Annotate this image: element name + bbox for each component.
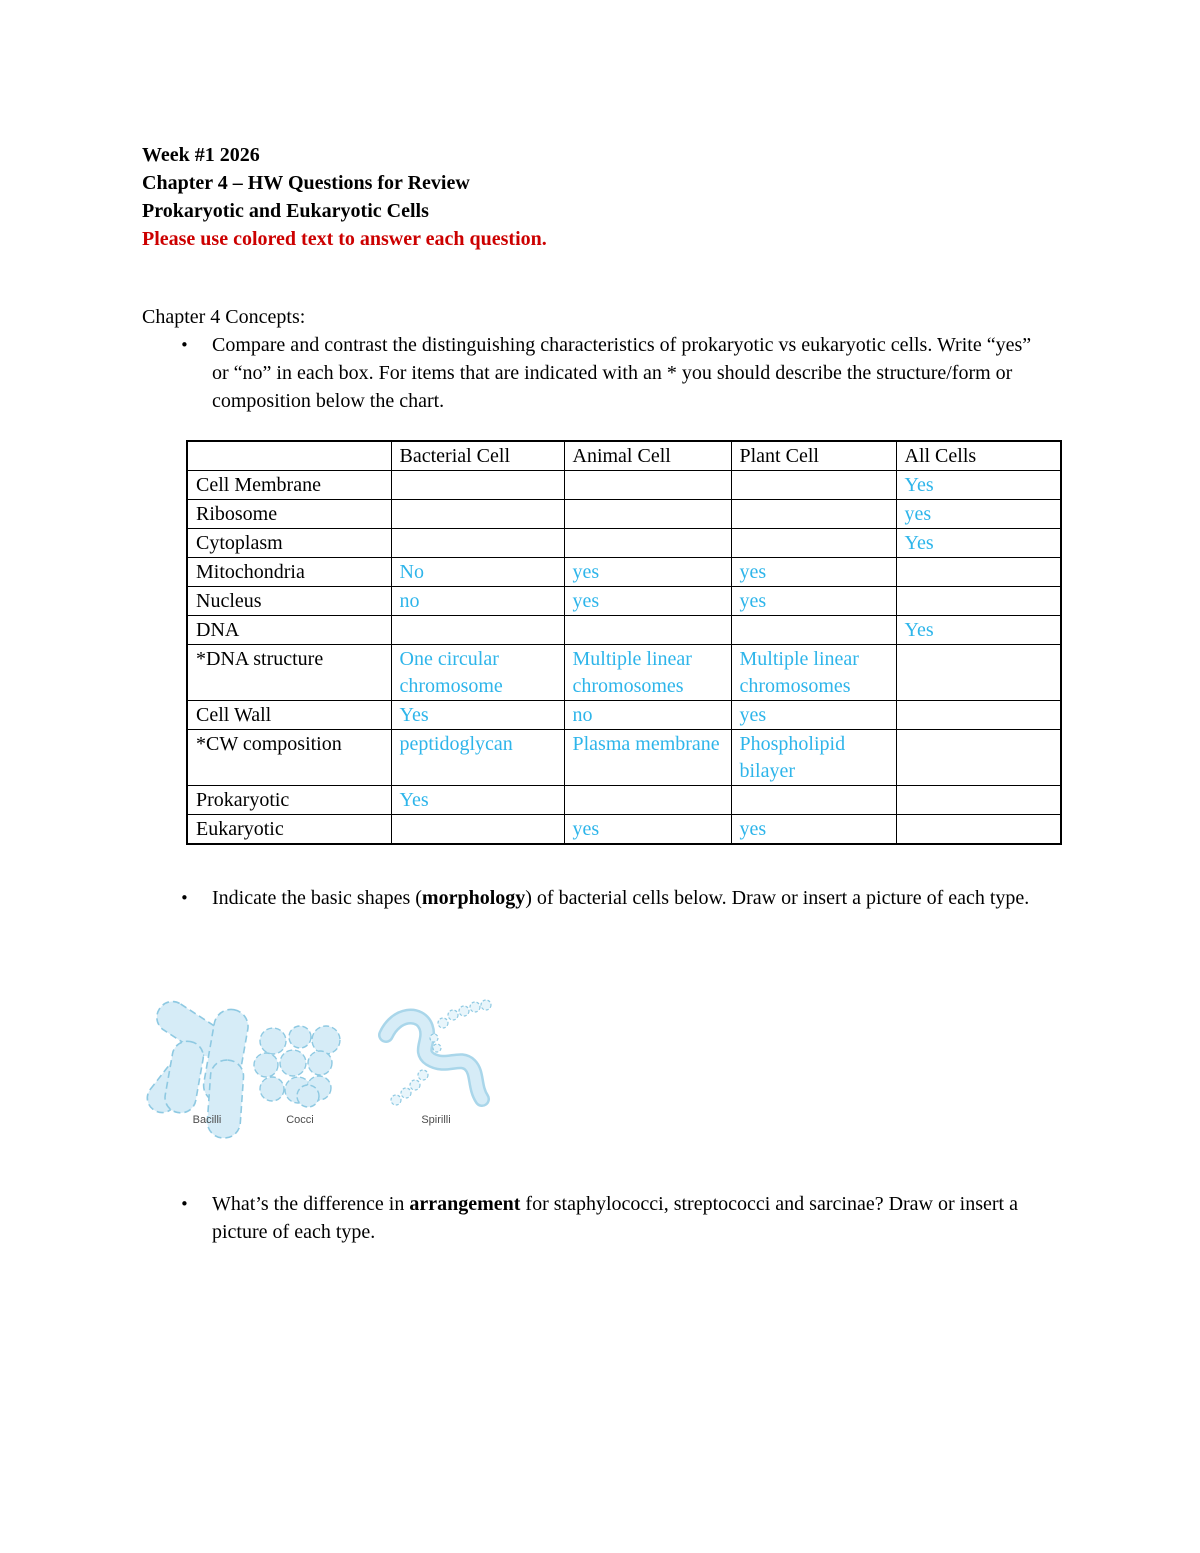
table-row <box>187 471 1061 500</box>
answer-cell <box>391 616 564 645</box>
figure-label-spirilli: Spirilli <box>421 1114 451 1126</box>
bullet-marker: • <box>180 336 189 354</box>
answer-cell: yes <box>731 815 896 845</box>
document-title <box>142 141 547 253</box>
answer-cell <box>564 529 731 558</box>
answer-cell: peptidoglycan <box>391 730 564 786</box>
row-label: Ribosome <box>187 500 391 529</box>
answer-cell: yes <box>731 701 896 730</box>
table-row <box>187 730 1061 786</box>
answer-cell <box>896 587 1061 616</box>
answer-cell: Multiple linear chromosomes <box>731 645 896 701</box>
bullet-marker: • <box>180 1195 189 1213</box>
table-row <box>187 587 1061 616</box>
title-line-chapter: Chapter 4 – HW Questions for Review <box>142 172 470 194</box>
answer-cell <box>564 616 731 645</box>
answer-cell: yes <box>896 500 1061 529</box>
answer-cell: yes <box>731 587 896 616</box>
answer-cell: Yes <box>391 701 564 730</box>
answer-cell: Yes <box>896 471 1061 500</box>
table-row <box>187 815 1061 845</box>
answer-cell: Plasma membrane <box>564 730 731 786</box>
figure-label-bacilli: Bacilli <box>192 1114 222 1126</box>
bullet-item-arrangement <box>180 1190 1048 1246</box>
column-header-blank <box>187 441 391 471</box>
answer-cell <box>731 616 896 645</box>
bullet-item-morphology <box>180 884 1048 912</box>
bullet-marker: • <box>180 889 189 907</box>
row-label: *DNA structure <box>187 645 391 701</box>
answer-cell: Multiple linear chromosomes <box>564 645 731 701</box>
answer-cell <box>391 500 564 529</box>
answer-cell <box>896 645 1061 701</box>
answer-cell <box>731 786 896 815</box>
answer-cell <box>731 529 896 558</box>
bold-term-arrangement: arrangement <box>409 1193 521 1215</box>
table-row <box>187 500 1061 529</box>
answer-cell: Yes <box>391 786 564 815</box>
instruction-note: Please use colored text to answer each question. <box>142 228 547 250</box>
table-row <box>187 558 1061 587</box>
column-header-animal: Animal Cell <box>564 441 731 471</box>
section-heading: Chapter 4 Concepts: <box>142 306 306 328</box>
answer-cell <box>391 471 564 500</box>
cocci-illustration <box>254 1026 340 1107</box>
answer-cell <box>731 471 896 500</box>
row-label: Cytoplasm <box>187 529 391 558</box>
answer-cell: yes <box>731 558 896 587</box>
morphology-figure <box>138 993 498 1147</box>
answer-cell <box>564 786 731 815</box>
row-label: Nucleus <box>187 587 391 616</box>
answer-cell <box>391 815 564 845</box>
answer-cell <box>896 815 1061 845</box>
figure-label-cocci: Cocci <box>286 1114 314 1126</box>
table-row <box>187 645 1061 701</box>
row-label: Cell Membrane <box>187 471 391 500</box>
bullet-text: Compare and contrast the distinguishing characteristics of prokaryotic vs eukaryotic cells. Write “yes” or “no” in each box. For items that are indicated with an * you should describe the structure/form or composition below the chart. <box>212 334 1032 412</box>
row-label: Prokaryotic <box>187 786 391 815</box>
title-line-topic: Prokaryotic and Eukaryotic Cells <box>142 200 429 222</box>
answer-cell: no <box>564 701 731 730</box>
bullet-text: Indicate the basic shapes (morphology) of bacterial cells below. Draw or insert a picture of each type. <box>212 887 1030 909</box>
answer-cell <box>896 701 1061 730</box>
title-line-week: Week #1 2026 <box>142 144 260 166</box>
answer-cell <box>896 786 1061 815</box>
comparison-table <box>186 440 1062 845</box>
answer-cell: no <box>391 587 564 616</box>
table-row <box>187 786 1061 815</box>
answer-cell <box>391 529 564 558</box>
answer-cell <box>731 500 896 529</box>
answer-cell: Phospholipid bilayer <box>731 730 896 786</box>
answer-cell <box>896 730 1061 786</box>
row-label: Eukaryotic <box>187 815 391 845</box>
bold-term-morphology: morphology <box>421 887 526 909</box>
table-row <box>187 701 1061 730</box>
table-row <box>187 529 1061 558</box>
answer-cell: yes <box>564 587 731 616</box>
bacteria-shapes-illustration <box>138 993 498 1141</box>
spirilli-illustration <box>386 1000 491 1105</box>
answer-cell: One circular chromosome <box>391 645 564 701</box>
answer-cell: Yes <box>896 529 1061 558</box>
row-label: DNA <box>187 616 391 645</box>
row-label: *CW composition <box>187 730 391 786</box>
answer-cell: No <box>391 558 564 587</box>
column-header-bacterial: Bacterial Cell <box>391 441 564 471</box>
table-header-row <box>187 441 1061 471</box>
bullet-text: What’s the difference in arrangement for staphylococci, streptococci and sarcinae? Draw or insert a picture of each type. <box>212 1193 1018 1243</box>
row-label: Mitochondria <box>187 558 391 587</box>
answer-cell: Yes <box>896 616 1061 645</box>
row-label: Cell Wall <box>187 701 391 730</box>
bullet-item-compare <box>180 331 1048 415</box>
table-row <box>187 616 1061 645</box>
answer-cell: yes <box>564 815 731 845</box>
column-header-plant: Plant Cell <box>731 441 896 471</box>
answer-cell <box>564 471 731 500</box>
answer-cell <box>896 558 1061 587</box>
answer-cell: yes <box>564 558 731 587</box>
column-header-all: All Cells <box>896 441 1061 471</box>
answer-cell <box>564 500 731 529</box>
comparison-table-container <box>186 440 1062 845</box>
